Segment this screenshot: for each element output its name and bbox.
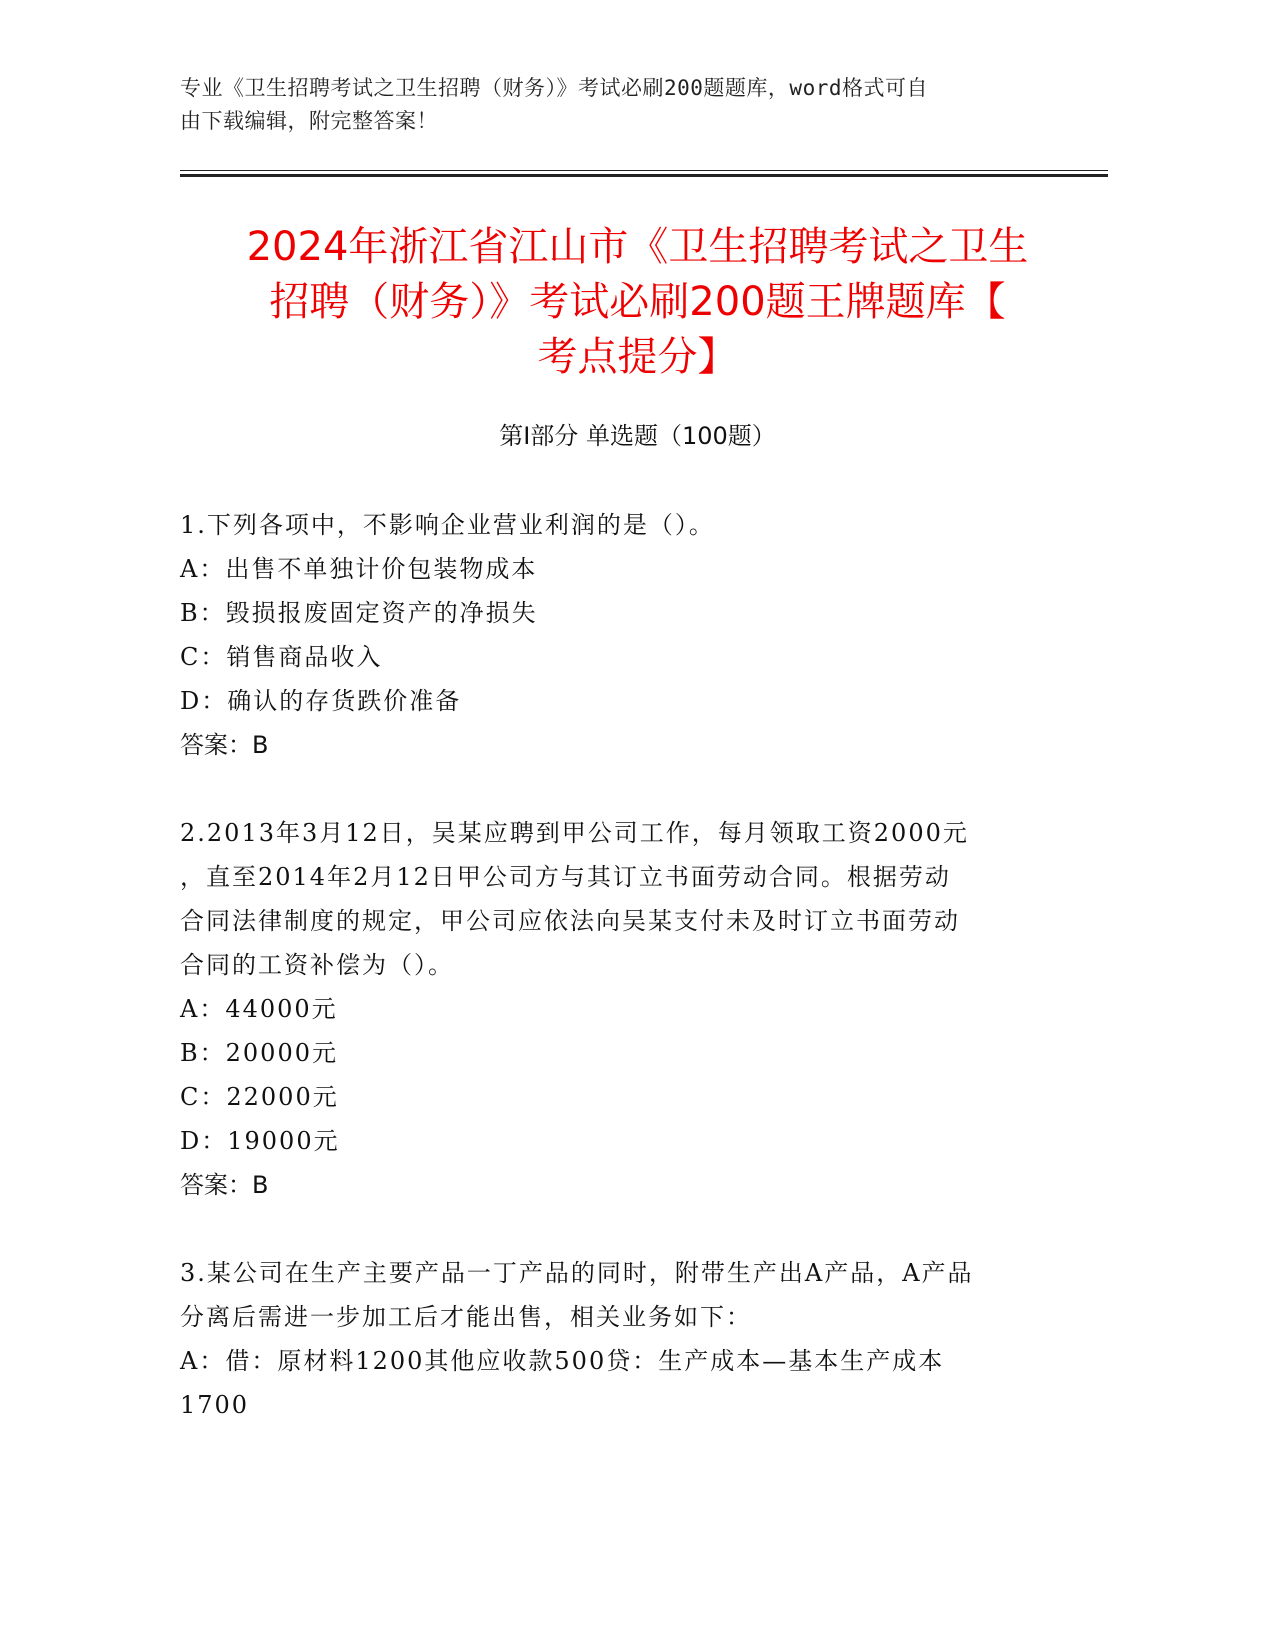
- header-note-line-1: 专业《卫生招聘考试之卫生招聘（财务）》考试必刷200题题库，word格式可自: [180, 76, 928, 100]
- document-title-line-1: 2024年浙江省江山市《卫生招聘考试之卫生: [246, 224, 1029, 270]
- question-stem: 分离后需进一步加工后才能出售，相关业务如下：: [180, 1303, 752, 1331]
- option-d: D：确认的存货跌价准备: [180, 687, 462, 715]
- header-rule-thick: [180, 174, 1108, 177]
- document-title: [150, 220, 1125, 385]
- document-title-line-3: 考点提分】: [537, 334, 738, 380]
- section-heading: 第Ⅰ部分 单选题（100题）: [499, 422, 776, 450]
- question-stem: 3.某公司在生产主要产品一丁产品的同时，附带生产出A产品，A产品: [180, 1259, 974, 1287]
- question-list: [180, 503, 1040, 1471]
- option-c: C：销售商品收入: [180, 643, 383, 671]
- document-title-line-2: 招聘（财务）》考试必刷200题王牌题库【: [269, 279, 1006, 325]
- question-stem: 2.2013年3月12日，吴某应聘到甲公司工作，每月领取工资2000元: [180, 819, 969, 847]
- option-c: C：22000元: [180, 1083, 339, 1111]
- option-a: A：44000元: [180, 995, 338, 1023]
- option-a: A：借：原材料1200其他应收款500贷：生产成本—基本生产成本: [180, 1347, 945, 1375]
- option-b: B：毁损报废固定资产的净损失: [180, 599, 538, 627]
- option-b: B：20000元: [180, 1039, 338, 1067]
- option-a: A：出售不单独计价包装物成本: [180, 555, 538, 583]
- answer: 答案：B: [180, 731, 269, 759]
- question-stem: 合同的工资补偿为（）。: [180, 951, 454, 979]
- question-1: [180, 503, 1040, 767]
- question-stem: ，直至2014年2月12日甲公司方与其订立书面劳动合同。根据劳动: [180, 863, 951, 891]
- header-note-line-2: 由下载编辑，附完整答案！: [180, 109, 438, 133]
- option-a-continued: 1700: [180, 1391, 250, 1419]
- header-note: [180, 72, 1060, 138]
- header-rule-thin: [180, 170, 1108, 171]
- question-3: [180, 1251, 1040, 1427]
- question-2: [180, 811, 1040, 1207]
- question-stem: 合同法律制度的规定，甲公司应依法向吴某支付未及时订立书面劳动: [180, 907, 960, 935]
- option-d: D：19000元: [180, 1127, 340, 1155]
- question-stem: 1.下列各项中，不影响企业营业利润的是（）。: [180, 511, 715, 539]
- answer: 答案：B: [180, 1171, 269, 1199]
